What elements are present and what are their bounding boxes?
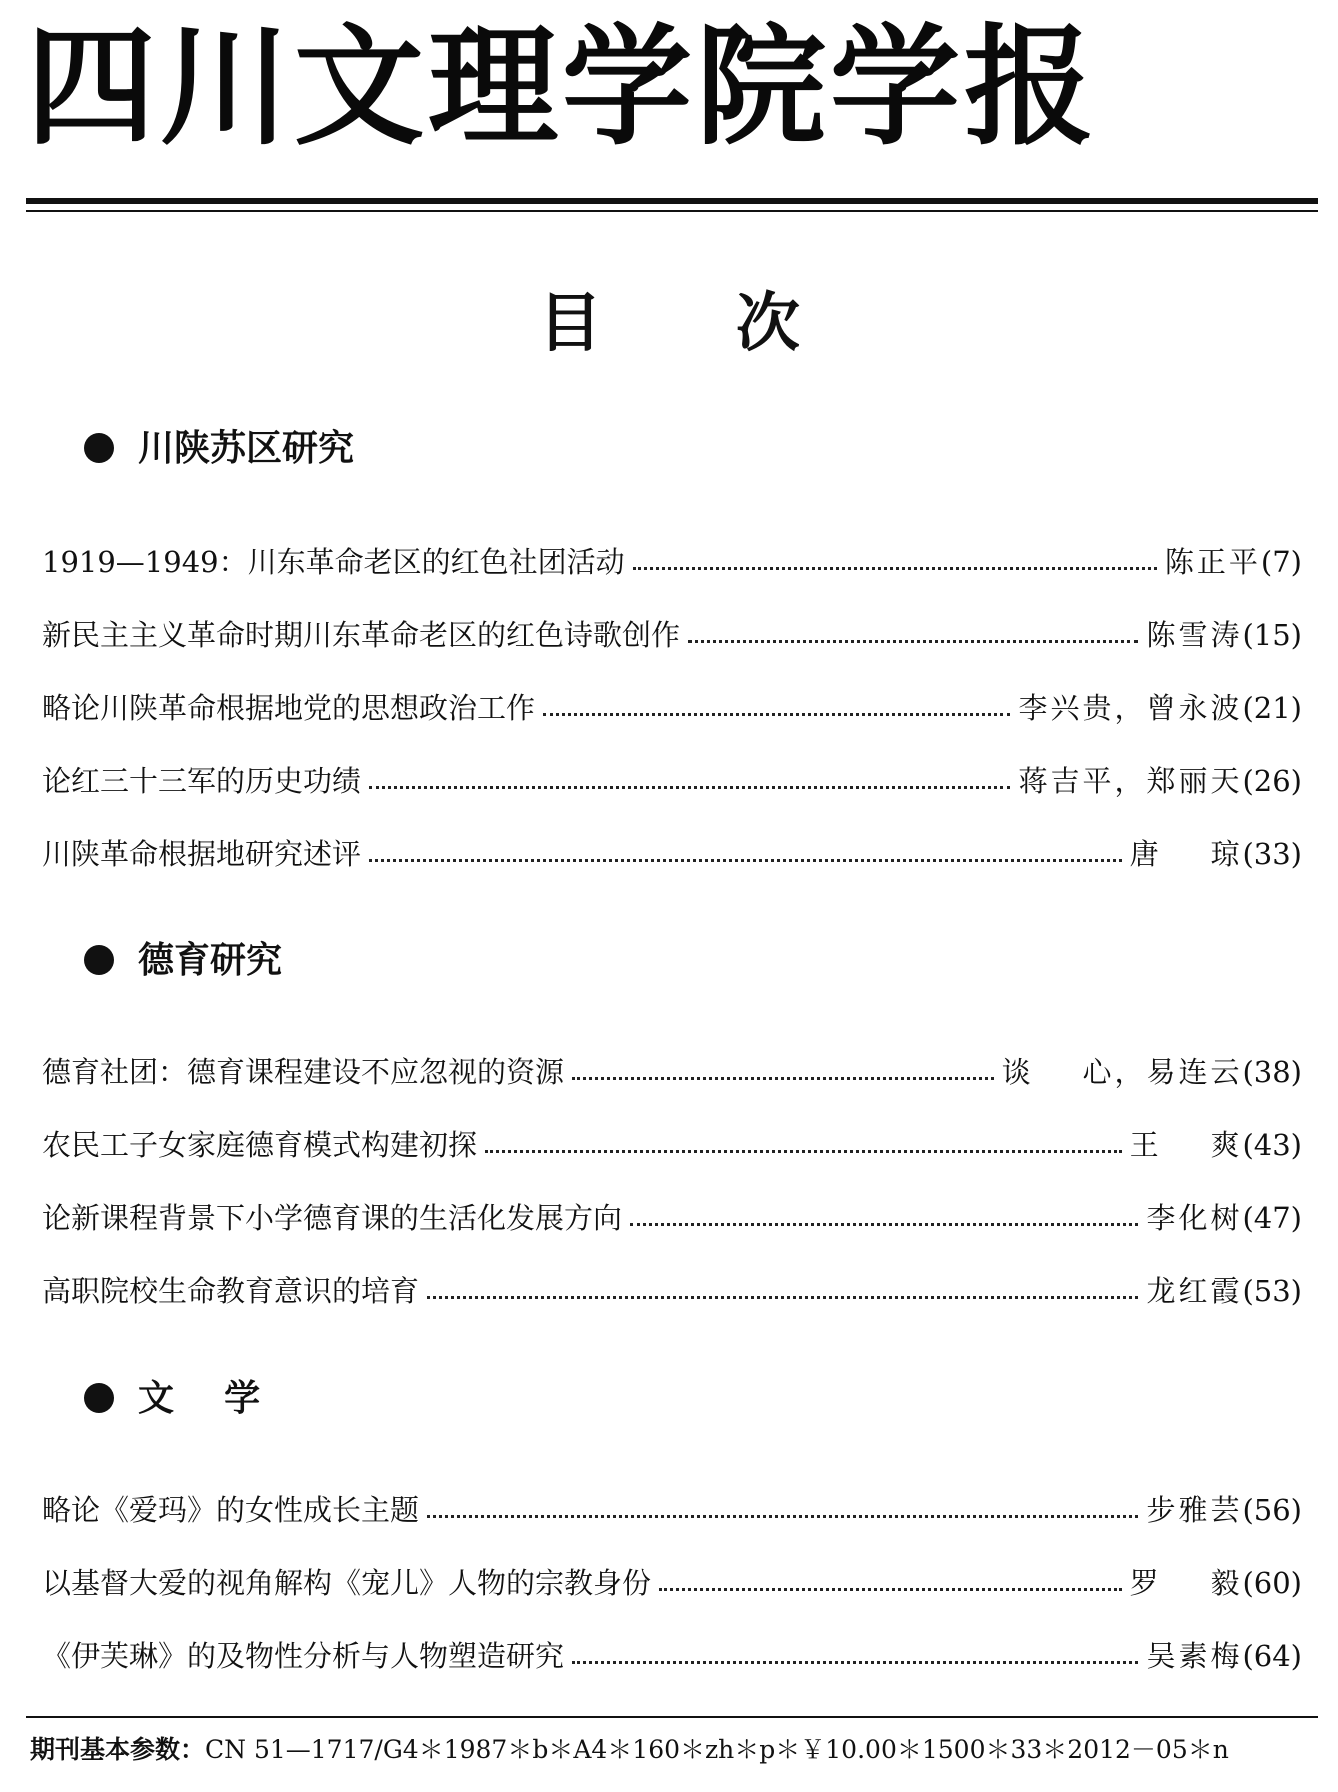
entry-title: 略论川陕革命根据地党的思想政治工作 xyxy=(42,691,536,726)
toc-heading: 目 次 xyxy=(538,286,800,361)
entry-author: 李兴贵，曾永波 xyxy=(1018,691,1243,726)
bullet-icon xyxy=(84,945,114,975)
dot-leader xyxy=(427,1296,1138,1299)
entry-title: 略论《爱玛》的女性成长主题 xyxy=(42,1493,420,1528)
dot-leader xyxy=(633,567,1157,570)
entry-page: (43) xyxy=(1242,1128,1302,1163)
toc-entry[interactable] xyxy=(42,1484,1302,1528)
entry-page: (47) xyxy=(1242,1201,1302,1236)
section-title: 川陕苏区研究 xyxy=(138,427,355,469)
entry-page: (26) xyxy=(1242,764,1302,799)
entry-author: 吴素梅 xyxy=(1146,1639,1243,1674)
masthead-rule-thin xyxy=(26,210,1318,212)
entry-author: 李化树 xyxy=(1146,1201,1243,1236)
toc-entry[interactable] xyxy=(42,755,1302,799)
dot-leader xyxy=(572,1077,994,1080)
toc-entry[interactable] xyxy=(42,1119,1302,1163)
journal-title: 四川文理学院学报 xyxy=(26,10,1099,163)
entry-page: (56) xyxy=(1242,1493,1302,1528)
parameters-label: 期刊基本参数： xyxy=(30,1735,206,1764)
dot-leader xyxy=(630,1223,1138,1226)
toc-entry[interactable] xyxy=(42,1192,1302,1236)
entry-title: 新民主主义革命时期川东革命老区的红色诗歌创作 xyxy=(42,618,681,653)
entry-title: 1919—1949：川东革命老区的红色社团活动 xyxy=(42,545,625,580)
toc-entry[interactable] xyxy=(42,1630,1302,1674)
entry-author: 陈正平 xyxy=(1164,545,1261,580)
bullet-icon xyxy=(84,433,114,463)
toc-entry[interactable] xyxy=(42,1046,1302,1090)
journal-parameters xyxy=(30,1734,1229,1767)
entry-author: 王 爽 xyxy=(1129,1128,1243,1163)
dot-leader xyxy=(688,640,1138,643)
entry-page: (15) xyxy=(1242,618,1302,653)
entry-title: 论红三十三军的历史功绩 xyxy=(42,764,362,799)
dot-leader xyxy=(543,713,1010,716)
footer-rule xyxy=(26,1716,1318,1718)
entry-author: 谈 心，易连云 xyxy=(1001,1055,1243,1090)
entry-author: 龙红霞 xyxy=(1146,1274,1243,1309)
entry-page: (7) xyxy=(1260,545,1302,580)
dot-leader xyxy=(427,1515,1138,1518)
toc-entry[interactable] xyxy=(42,609,1302,653)
entry-title: 以基督大爱的视角解构《宠儿》人物的宗教身份 xyxy=(42,1566,652,1601)
entry-title: 农民工子女家庭德育模式构建初探 xyxy=(42,1128,478,1163)
parameters-value: CN 51—1717/G4＊1987＊b＊A4＊160＊zh＊p＊￥10.00＊1500＊33＊2012－05＊n xyxy=(205,1735,1229,1764)
toc-entry[interactable] xyxy=(42,828,1302,872)
masthead-rule-thick xyxy=(26,198,1318,204)
section-title: 德育研究 xyxy=(138,939,283,981)
entry-page: (33) xyxy=(1242,837,1302,872)
dot-leader xyxy=(485,1150,1122,1153)
section-title: 文 学 xyxy=(138,1377,261,1419)
entry-title: 高职院校生命教育意识的培育 xyxy=(42,1274,420,1309)
toc-entry[interactable] xyxy=(42,682,1302,726)
entry-title: 德育社团：德育课程建设不应忽视的资源 xyxy=(42,1055,565,1090)
entry-title: 论新课程背景下小学德育课的生活化发展方向 xyxy=(42,1201,623,1236)
entry-page: (64) xyxy=(1242,1639,1302,1674)
entry-author: 陈雪涛 xyxy=(1146,618,1243,653)
dot-leader xyxy=(659,1588,1122,1591)
bullet-icon xyxy=(84,1383,114,1413)
toc-entry[interactable] xyxy=(42,1557,1302,1601)
entry-author: 唐 琼 xyxy=(1129,837,1243,872)
entry-author: 步雅芸 xyxy=(1146,1493,1243,1528)
entry-page: (38) xyxy=(1242,1055,1302,1090)
dot-leader xyxy=(369,786,1010,789)
dot-leader xyxy=(369,859,1122,862)
entry-title: 川陕革命根据地研究述评 xyxy=(42,837,362,872)
entry-author: 罗 毅 xyxy=(1129,1566,1243,1601)
entry-title: 《伊芙琳》的及物性分析与人物塑造研究 xyxy=(42,1639,565,1674)
section-header xyxy=(84,938,282,982)
toc-entry[interactable] xyxy=(42,1265,1302,1309)
journal-masthead xyxy=(26,12,1316,162)
section-header xyxy=(84,1376,260,1420)
entry-page: (21) xyxy=(1242,691,1302,726)
entry-author: 蒋吉平，郑丽天 xyxy=(1018,764,1243,799)
section-header xyxy=(84,426,354,470)
toc-entry[interactable] xyxy=(42,536,1302,580)
dot-leader xyxy=(572,1661,1138,1664)
entry-page: (60) xyxy=(1242,1566,1302,1601)
entry-page: (53) xyxy=(1242,1274,1302,1309)
